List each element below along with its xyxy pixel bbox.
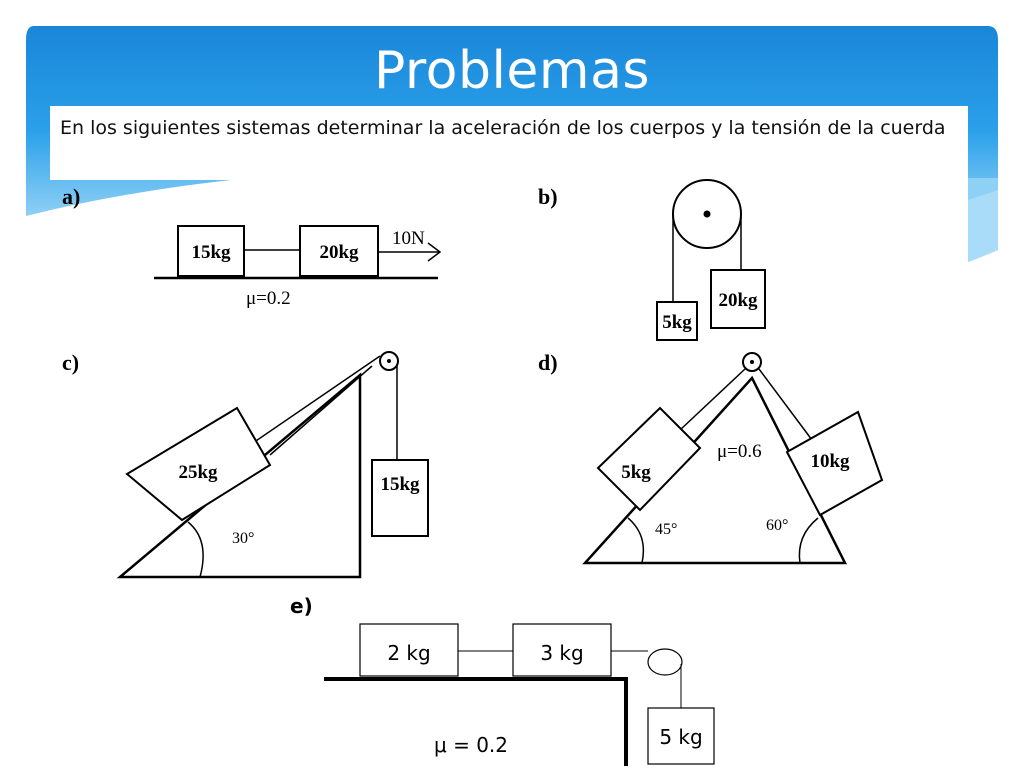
mass-e-2: 3 kg: [540, 641, 584, 665]
mass-a-left: 15kg: [191, 242, 231, 263]
label-e: e): [290, 594, 313, 618]
angle-c: 30°: [232, 530, 255, 547]
mass-b-left: 5kg: [662, 312, 692, 333]
mass-e-hanging: 5 kg: [659, 725, 703, 749]
problem-a: [62, 184, 440, 309]
mu-a: μ=0.2: [246, 288, 291, 309]
mass-c-hanging: 15kg: [380, 474, 420, 495]
mu-e: μ = 0.2: [434, 733, 509, 757]
mass-e-1: 2 kg: [387, 641, 431, 665]
label-b: b): [538, 184, 558, 209]
mass-d-left: 5kg: [621, 462, 651, 483]
label-c: c): [62, 350, 80, 375]
problem-d: [538, 350, 882, 563]
problem-b: [538, 180, 765, 340]
mu-d: μ=0.6: [717, 441, 762, 462]
problem-e: [290, 594, 714, 766]
mass-a-right: 20kg: [319, 242, 359, 263]
slide-title: Problemas: [373, 41, 651, 101]
problem-c: [62, 350, 428, 577]
label-a: a): [62, 184, 81, 209]
mass-d-right: 10kg: [810, 451, 850, 472]
force-a: 10N: [392, 228, 425, 249]
angle-d-right: 60°: [766, 517, 789, 534]
mass-c-incline: 25kg: [178, 462, 218, 483]
label-d: d): [538, 350, 558, 375]
mass-b-right: 20kg: [718, 290, 758, 311]
angle-d-left: 45°: [655, 521, 678, 538]
intro-text: En los siguientes sistemas determinar la aceleración de los cuerpos y la tensión de la cuerda: [60, 117, 946, 139]
